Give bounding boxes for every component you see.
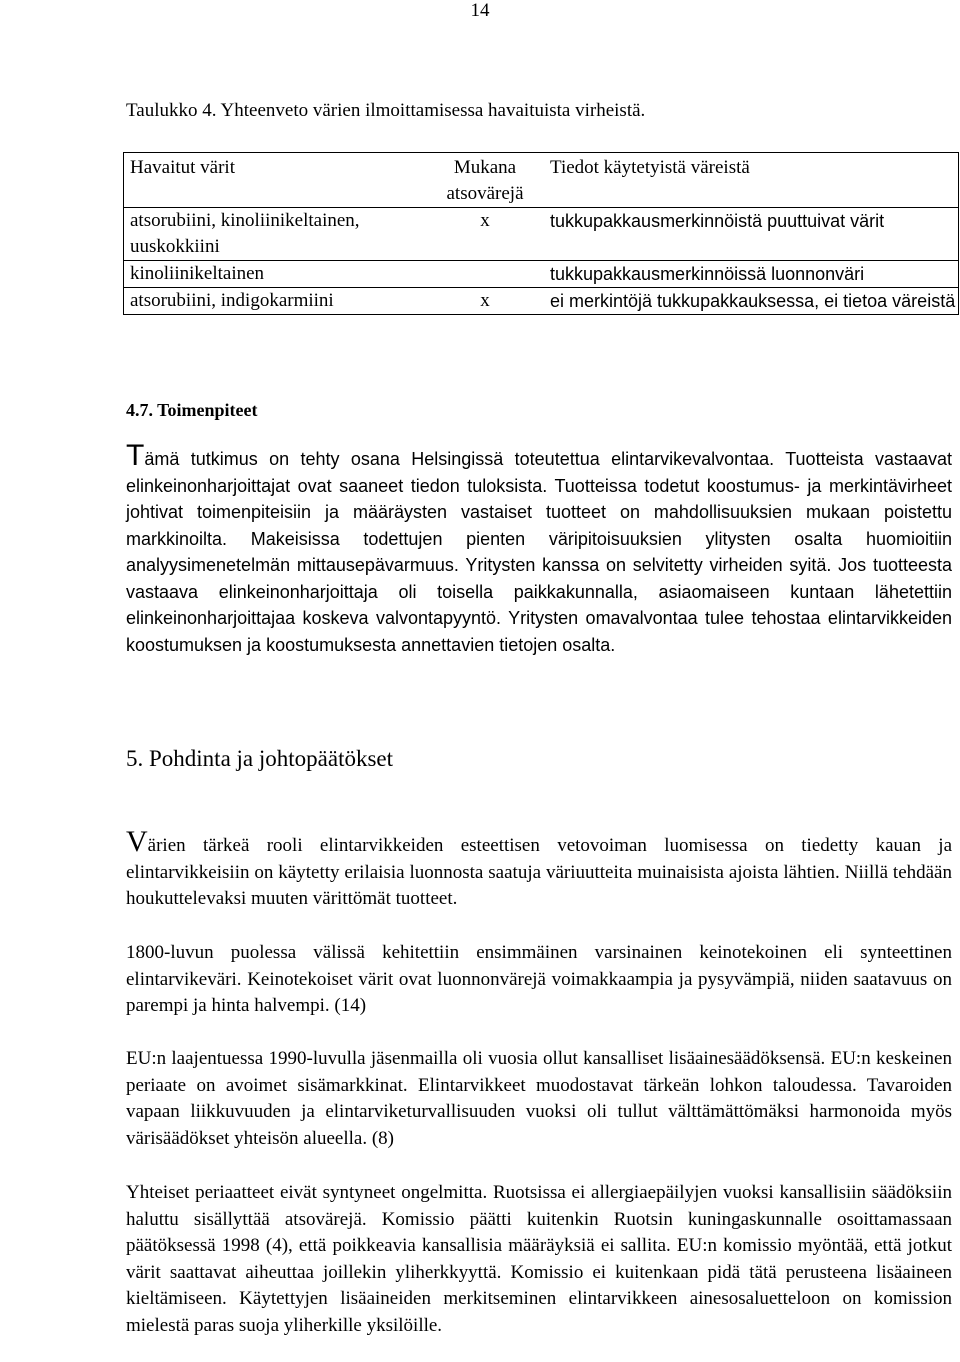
cell-azo xyxy=(426,261,544,288)
drop-initial: V xyxy=(126,825,148,858)
section-heading-4-7: 4.7. Toimenpiteet xyxy=(126,400,258,420)
header-observed-colors: Havaitut värit xyxy=(124,153,427,208)
table-row xyxy=(124,288,959,315)
header-azo-dyes: Mukana atsovärejä xyxy=(426,153,544,208)
cell-azo: x xyxy=(426,208,544,261)
chapter-5-paragraph-2: 1800-luvun puolessa välissä kehitettiin ensimmäinen varsinainen keinotekoinen eli synteettinen elintarvikeväri. Keinotekoiset värit ovat luonnonvärejä voimakkaampia ja pysyvämpiä, niiden saatavuus on parempi ja hinta halvempi. (14) xyxy=(126,942,952,1016)
section-4-7-paragraph xyxy=(126,439,952,658)
cell-colors: atsorubiini, indigokarmiini xyxy=(124,288,427,315)
cell-azo: x xyxy=(426,288,544,315)
chapter-heading-5: 5. Pohdinta ja johtopäätökset xyxy=(126,746,394,771)
header-color-info: Tiedot käytetyistä väreistä xyxy=(544,153,959,208)
chapter-5-paragraph-3: EU:n laajentuessa 1990-luvulla jäsenmailla oli vuosia ollut kansalliset lisäainesäädöksensä. EU:n keskeinen periaate on avoimet sisämarkkinat. Elintarvikkeet muodostavat tärkeän lohkon taloudessa. Tavaroiden vapaan liikkuvuuden ja elintarviketurvallisuuden vuoksi oli tullut välttämättömäksi harmonoida myös värisäädökset yhteisön alueella. (8) xyxy=(126,1048,952,1149)
page-number: 14 xyxy=(470,0,490,21)
paragraph-text: ämä tutkimus on tehty osana Helsingissä toteutettua elintarvikevalvontaa. Tuotteista vastaavat elinkeinonharjoittajat ovat saaneet tiedon tuloksista. Tuotteissa todetut koostumus- ja merkintävirheet johtivat toimenpiteisiin ja määräysten vastaiset tuotteet on mahdollisuuksien mukaan poistettu markkinoilta. Makeisissa todettujen pienten väripitoisuuksien ylitysten osalta huomioitiin analyysimenetelmän mittausepävarmuus. Yritysten kanssa on selvitetty virheiden syitä. Jos tuotteesta vastaava elinkeinonharjoittaja oli toisella paikkakunnalla, asiaomaiseen kuntaan lähetettiin elinkeinonharjoittajaa koskeva valvontapyyntö. Yritysten omavalvontaa tulee tehostaa elintarvikkeiden koostumuksen ja koostumuksesta annettavien tietojen osalta. xyxy=(126,449,952,655)
cell-info: tukkupakkausmerkinnöissä luonnonväri xyxy=(544,261,959,288)
table-caption: Taulukko 4. Yhteenveto värien ilmoittamisessa havaituista virheistä. xyxy=(126,100,646,121)
table-header-row xyxy=(124,153,959,208)
cell-info: tukkupakkausmerkinnöistä puuttuivat värit xyxy=(544,208,959,261)
chapter-5-paragraph-1 xyxy=(126,825,952,913)
table-row xyxy=(124,261,959,288)
drop-initial: T xyxy=(126,439,145,472)
cell-info: ei merkintöjä tukkupakkauksessa, ei tietoa väreistä xyxy=(544,288,959,315)
cell-colors: atsorubiini, kinoliinikeltainen, uuskokkiini xyxy=(124,208,427,261)
table-row xyxy=(124,208,959,261)
cell-colors: kinoliinikeltainen xyxy=(124,261,427,288)
color-errors-table xyxy=(123,152,959,315)
chapter-5-paragraph-4: Yhteiset periaatteet eivät syntyneet ongelmitta. Ruotsissa ei allergiaepäilyjen vuoksi kansallisiin säädöksiin haluttu sisällyttää atsovärejä. Komissio päätti kuitenkin Ruotsin kuningaskunnalle osoittamassaan päätöksessä 1998 (4), että poikkeavia kansallisia määräyksiä ei sallita. EU:n komissio myöntää, että jotkut värit saattavat aiheuttaa joillekin yliherkkyyttä. Komissio ei kuitenkaan pidä tätä perusteena lisäaineen kieltämiseen. Käytettyjen lisäaineiden merkitseminen elintarvikkeen ainesosaluetteloon on komission mielestä paras suoja yliherkille yksilöille. xyxy=(126,1182,952,1336)
paragraph-text: ärien tärkeä rooli elintarvikkeiden esteettisen vetovoiman luomisessa on tiedetty kauan ja elintarvikkeisiin on käytetty erilaisia luonnosta saatuja väriuutteita muinaisista ajoista lähtien. Niillä tehdään houkuttelevaksi muuten värittömät tuotteet. xyxy=(126,835,952,909)
